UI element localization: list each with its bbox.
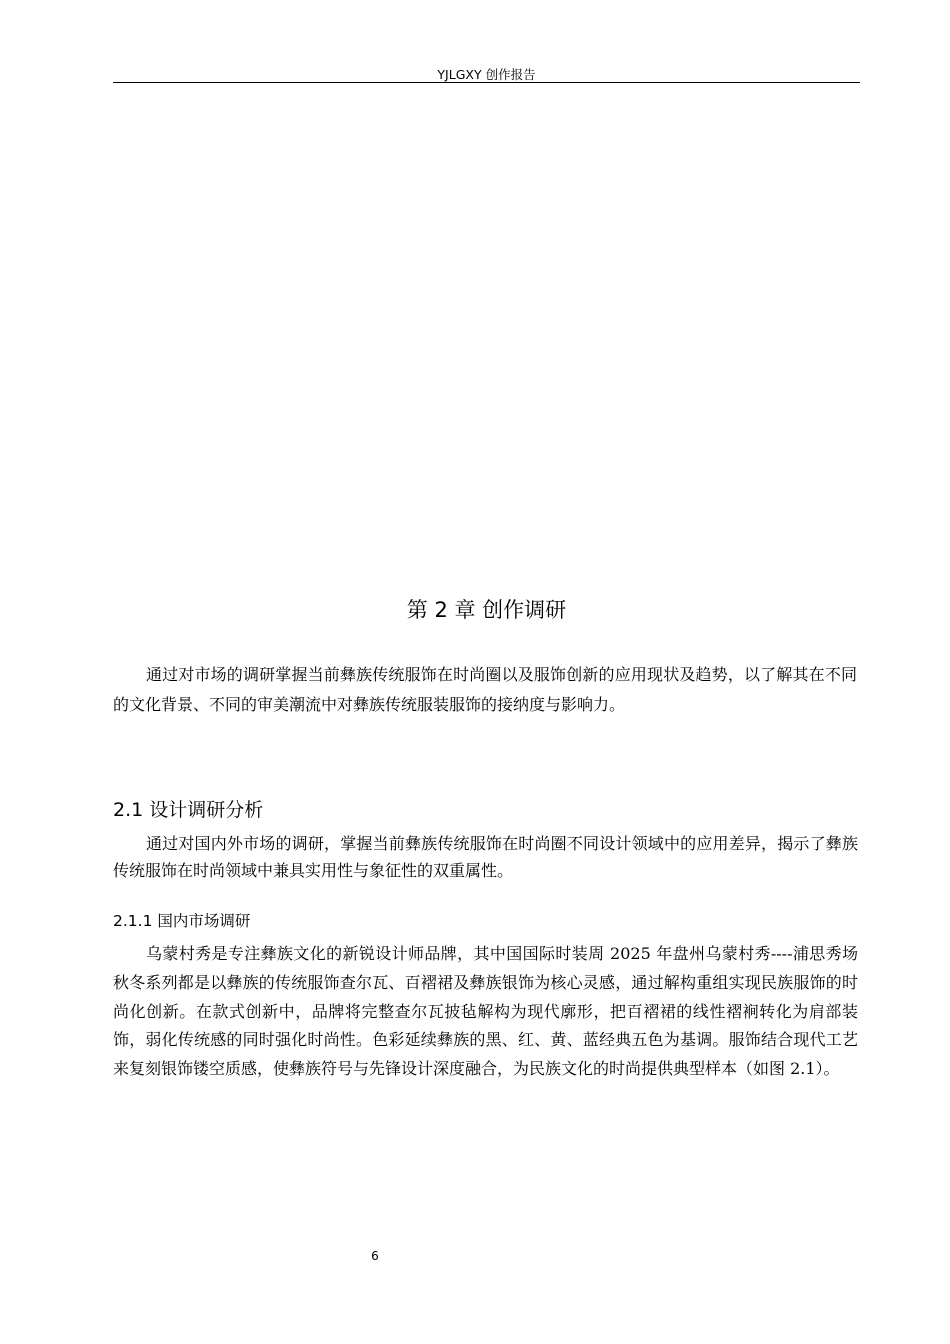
page-number: 6 bbox=[371, 1249, 379, 1263]
running-header: YJLGXY 创作报告 bbox=[437, 67, 536, 82]
header-divider bbox=[113, 82, 860, 83]
chapter-intro-paragraph: 通过对市场的调研掌握当前彝族传统服饰在时尚圈以及服饰创新的应用现状及趋势，以了解其在不同的文化背景、不同的审美潮流中对彝族传统服装服饰的接纳度与影响力。 bbox=[113, 665, 857, 714]
section-title-2-1: 2.1 设计调研分析 bbox=[113, 799, 264, 821]
subsection-2-1-1-paragraph: 乌蒙村秀是专注彝族文化的新锐设计师品牌，其中国国际时装周 2025 年盘州乌蒙村秀----浦思秀场秋冬系列都是以彝族的传统服饰查尔瓦、百褶裙及彝族银饰为核心灵感，通过解构重组实现民族服饰的时尚化创新。在款式创新中，品牌将完整查尔瓦披毡解构为现代廓形，把百褶裙的线性褶裥转化为肩部装饰，弱化传统感的同时强化时尚性。色彩延续彝族的黑、红、黄、蓝经典五色为基调。服饰结合现代工艺来复刻银饰镂空质感，使彝族符号与先锋设计深度融合，为民族文化的时尚提供典型样本（如图 2.1）。 bbox=[113, 944, 858, 1079]
section-2-1-paragraph: 通过对国内外市场的调研，掌握当前彝族传统服饰在时尚圈不同设计领域中的应用差异，揭示了彝族传统服饰在时尚领域中兼具实用性与象征性的双重属性。 bbox=[113, 834, 858, 880]
chapter-title: 第 2 章 创作调研 bbox=[406, 598, 567, 622]
subsection-title-2-1-1: 2.1.1 国内市场调研 bbox=[113, 912, 251, 930]
